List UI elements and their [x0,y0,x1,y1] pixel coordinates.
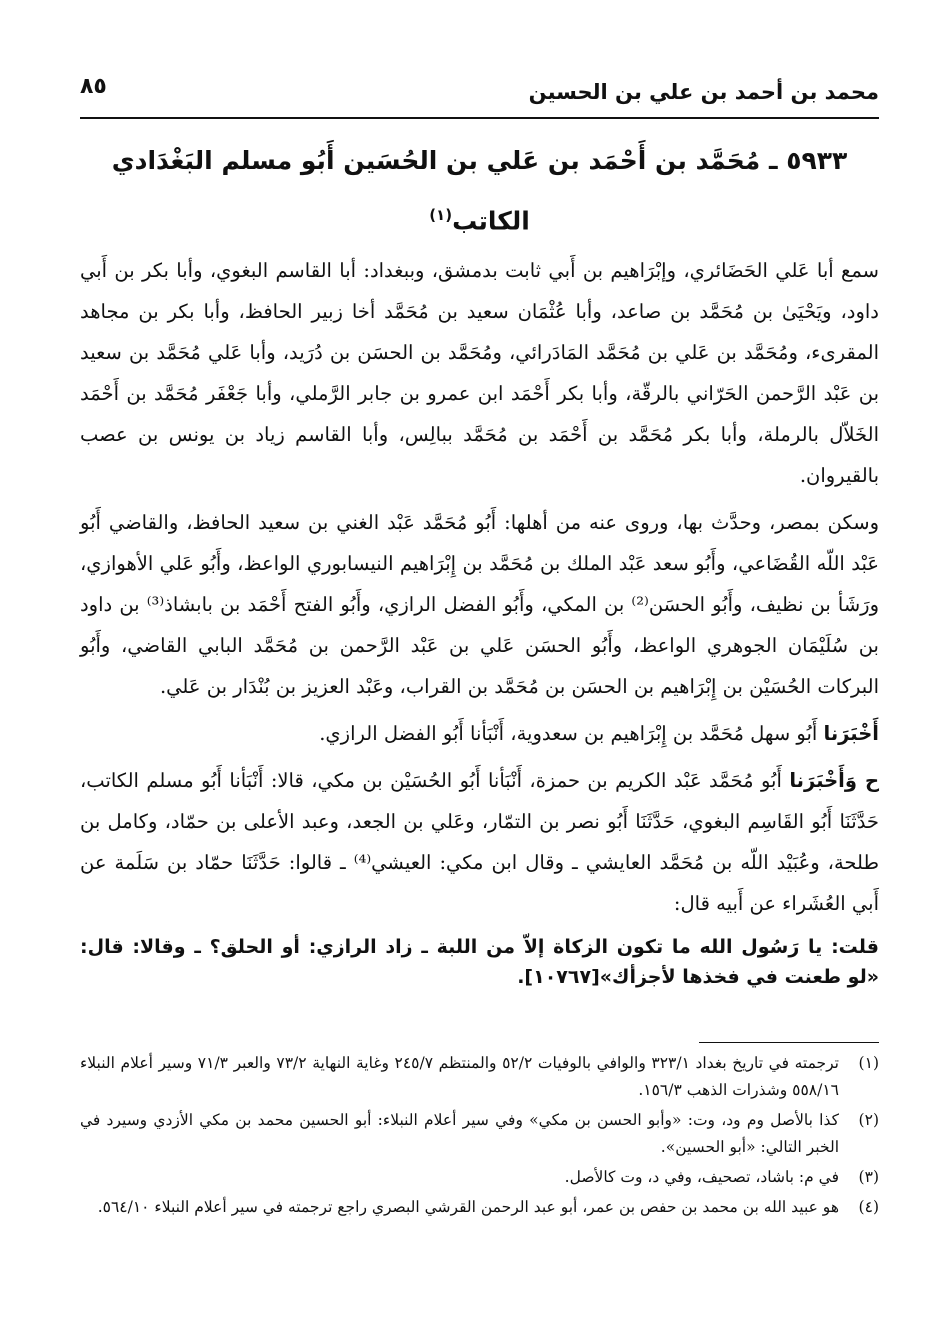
footnote-rule [699,1042,879,1043]
isnad-second [80,760,879,924]
footnote-number: (٤) [858,1198,879,1216]
paragraph-teachers: سمع أبا عَلي الحَضَائري، وإبْرَاهيم بن أَبي ثابت بدمشق، وببغداد: أبا القاسم البغوي، وأبا بكر بن أَبي داود، ويَحْيَىٰ بن مُحَمَّد بن صاعد، وأبا عُثْمَان سعيد بن مُحَمَّد أخا زبير الحافظ، وأبا بكر بن مجاهد المقرىء، ومُحَمَّد بن عَلي بن مُحَمَّد المَادَرائي، ومُحَمَّد بن الحسَن بن دُرَيد، وأبا عَلي مُحَمَّد بن سعيد بن عَبْد الرَّحمن الحَرّاني بالرقّة، وأبا بكر أَحْمَد ابن عمرو بن جابر الرَّملي، وأبا جَعْفَر مُحَمَّد بن أَحْمَد الخَلاّل بالرملة، وأبا بكر مُحَمَّد بن أَحْمَد بن مُحَمَّد ببالِس، وأبا القاسم زياد بن يونس بن عصب بالقيروان. [80,259,879,488]
paragraph-students: وسكن بمصر، وحدَّث بها، وروى عنه من أهلها: أَبُو مُحَمَّد عَبْد الغني بن سعيد الحافظ، والقاضي أَبُو عَبْد اللّه القُضَاعي، وأَبُو سعد عَبْد الملك بن مُحَمَّد بن إِبْرَاهيم النيسابوري الواعظ، وأَبُو عَلي الأهوازي، ورَشَأ بن نظيف، وأَبُو الحسَن⁽²⁾ بن المكي، وأَبُو الفضل الرازي، وأَبُو الفتح أَحْمَد بن بابشاذ⁽³⁾ بن داود بن سُلَيْمَان الجوهري الواعظ، وأَبُو الحسَن عَلي بن عَبْد الرَّحمن بن مُحَمَّد البابي القاضي، وأَبُو البركات الحُسَيْن بن إِبْرَاهيم بن الحسَن بن مُحَمَّد بن القراب، وعَبْد العزيز بن بُنْدَار بن عَلي. [80,511,879,699]
isnad-second-text: أَبُو مُحَمَّد عَبْد الكريم بن حمزة، أَنْبَأنا أَبُو الحُسَيْن بن مكي، قالا: أَنْبَأنا أَبُو مسلم الكاتب، حَدَّثَنَا أَبُو القَاسِم البغوي، حَدَّثَنَا أَبُو نصر بن التمّار، وعَلي بن الجعد، وعبد الأعلى بن حمّاد، وكامل بن طلحة، وعُبَيْد اللّه بن مُحَمَّد العايشي ـ وقال ابن مكي: العيشي⁽⁴⁾ ـ قالوا: حَدَّثَنَا حمّاد بن سَلَمة عن أَبي العُشَراء عن أَبيه قال: [80,769,879,916]
running-title: محمد بن أحمد بن علي بن الحسين [528,80,879,104]
isnad-second-keyword: ح وَأَخْبَرَنا [789,769,880,793]
footnote-text: هو عبيد الله بن محمد بن حفص بن عمر، أبو عبد الرحمن القرشي البصري راجع ترجمته في سير أعلام النبلاء ٥٦٤/١٠. [97,1198,839,1216]
entry-title-text: ٥٩٣٣ ـ مُحَمَّد بن أَحْمَد بن عَلي بن الحُسَين أَبُو مسلم البَغْدَادي الكاتب [111,146,848,236]
footnote-item [80,1164,879,1191]
entry-title [80,134,879,248]
footnote-item [80,1194,879,1221]
page-header [80,70,879,114]
footnote-item [80,1107,879,1161]
main-text [80,134,879,992]
footnotes [80,1050,879,1224]
isnad-first-keyword: أَخْبَرَنا [823,722,879,746]
isnad-first [80,713,879,754]
header-rule [80,117,879,119]
footnote-text: كذا بالأصل وم ود، وت: «وأبو الحسن بن مكي» وفي سير أعلام النبلاء: أبو الحسين محمد بن مكي الأزدي وسيرد في الخبر التالي: «أبو الحسين». [80,1111,839,1156]
footnote-number: (١) [858,1054,879,1072]
footnote-number: (٣) [858,1168,879,1186]
footnote-item [80,1050,879,1104]
entry-title-footnote-ref: (١) [429,206,453,224]
footnote-text: في م: باشاد، تصحيف، وفي د، وت كالأصل. [564,1168,839,1186]
footnote-text: ترجمته في تاريخ بغداد ٣٢٣/١ والوافي بالوفيات ٥٢/٢ والمنتظم ٢٤٥/٧ وغاية النهاية ٧٣/٢ والعبر ٧١/٣ وسير أعلام النبلاء ٥٥٨/١٦ وشذرات الذهب ١٥٦/٣. [80,1054,839,1099]
hadith-text: قلت: يا رَسُول الله ما تكون الزكاة إلاّ من اللبة ـ زاد الرازي: أو الحلق؟ ـ وقالا: قال: «لو طعنت في فخذها لأجزأك»[١٠٧٦٧]. [80,936,879,989]
footnote-number: (٢) [858,1111,879,1129]
page-number: ٨٥ [80,74,107,99]
isnad-first-text: أَبُو سهل مُحَمَّد بن إِبْرَاهيم بن سعدوية، أَنْبَأنا أَبُو الفضل الرازي. [319,722,818,746]
